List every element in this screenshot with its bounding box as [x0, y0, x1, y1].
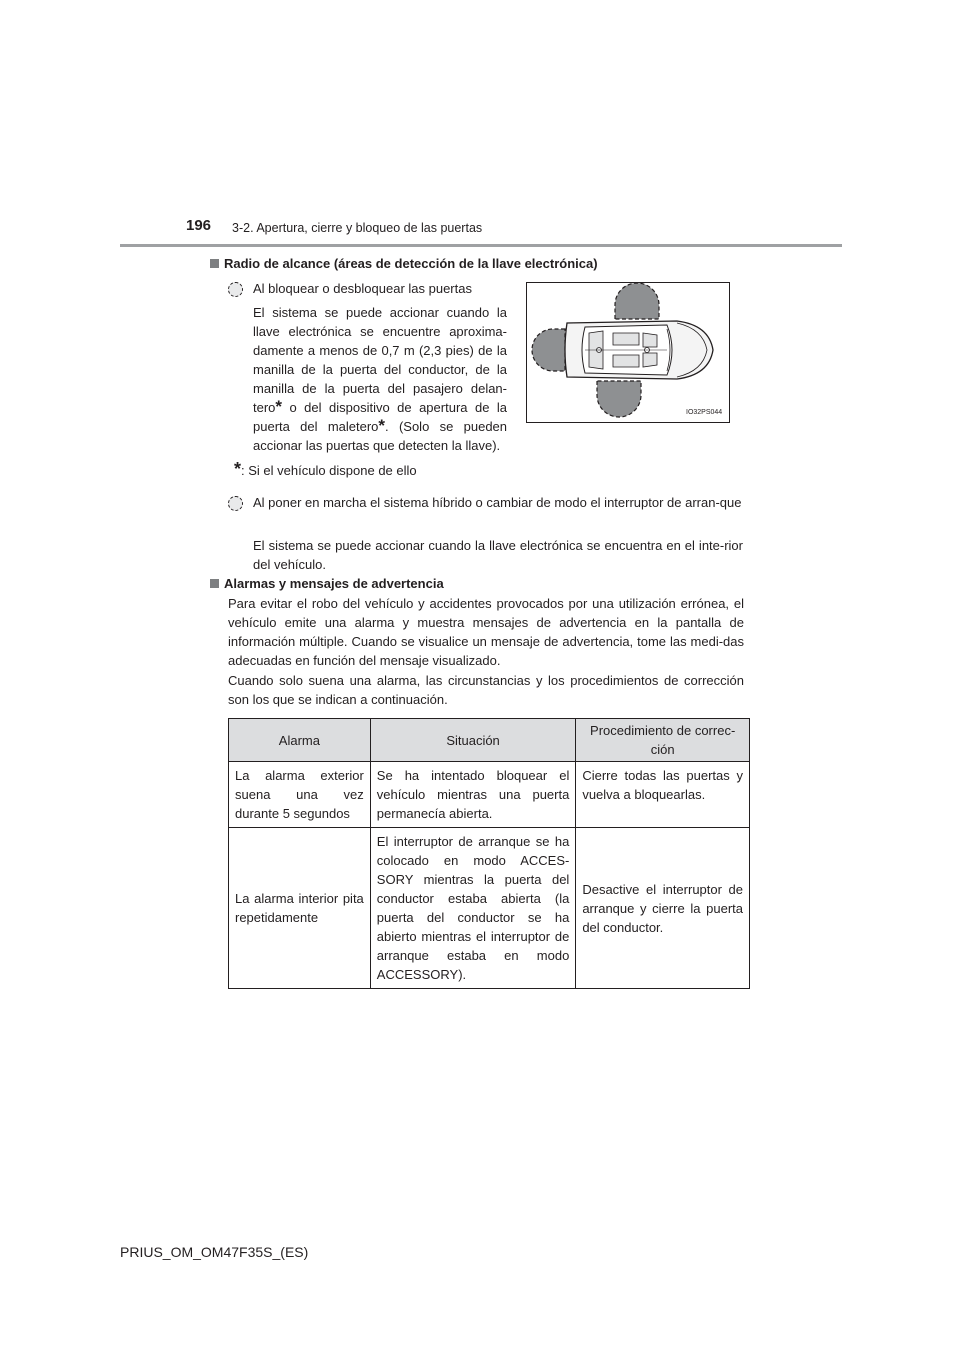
- square-bullet-icon: [210, 259, 219, 268]
- footnote-text: : Si el vehículo dispone de ello: [241, 463, 417, 478]
- item-body-start: El sistema se puede accionar cuando la llave electrónica se encuentra en el inte-rior del vehículo.: [253, 538, 743, 572]
- table-cell: Desactive el interruptor de arranque y cierre la puerta del conductor.: [576, 828, 750, 989]
- table-row: [229, 828, 750, 989]
- table-cell: El interruptor de arranque se ha colocado en modo ACCES-SORY mientras la puerta del conductor estaba abierta (la puerta del conductor se ha abierto mientras el interruptor de arranque estaba en modo ACCESSORY).: [370, 828, 576, 989]
- item-heading-start: Al poner en marcha el sistema híbrido o cambiar de modo el interruptor de arran-que: [253, 495, 742, 510]
- header-divider: [120, 244, 842, 247]
- footnote-asterisk: *: [234, 459, 242, 479]
- table-cell: La alarma exterior suena una vez durante 5 segundos: [229, 762, 371, 828]
- section-title: Radio de alcance (áreas de detección de la llave electrónica): [224, 256, 598, 271]
- table-cell: La alarma interior pita repetidamente: [229, 828, 371, 989]
- chapter-title: 3-2. Apertura, cierre y bloqueo de las puertas: [232, 221, 483, 235]
- detection-range-figure: [526, 282, 730, 423]
- item-body-lock: [253, 303, 507, 455]
- table-row: [229, 762, 750, 828]
- column-header: Situación: [370, 719, 576, 762]
- item-heading-lock: Al bloquear o desbloquear las puertas: [253, 281, 472, 296]
- figure-code: IO32PS044: [686, 409, 723, 416]
- document-code: PRIUS_OM_OM47F35S_(ES): [120, 1244, 309, 1260]
- column-header: Alarma: [229, 719, 371, 762]
- alarm-table: [228, 718, 750, 989]
- footnote: [234, 460, 534, 480]
- alarms-paragraph-2: Cuando solo suena una alarma, las circunstancias y los procedimientos de corrección son los que se indican a continuación.: [228, 673, 744, 707]
- page-number: 196: [186, 217, 212, 234]
- column-header: Procedimiento de correc-ción: [576, 719, 750, 762]
- dashed-circle-icon: [228, 282, 243, 297]
- detection-area-driver-door: [597, 381, 641, 417]
- body-text: El sistema se puede accionar cuando la llave electrónica se encuentre aproxima-damente a menos de 0,7 m (2,3 pies) de la manilla de la puerta del conductor, de la manilla de la puerta del pasajero delan-tero: [253, 305, 507, 415]
- car-top-view-illustration: [527, 283, 729, 422]
- detection-area-front-door: [615, 283, 659, 319]
- section-title: Alarmas y mensajes de advertencia: [224, 576, 444, 591]
- asterisk-mark: *: [378, 416, 386, 435]
- detection-area-trunk: [532, 329, 565, 371]
- square-bullet-icon: [210, 579, 219, 588]
- section-heading-alarms: [210, 576, 444, 591]
- body-text: . (Solo se pueden accionar las puertas que detecten la llave).: [253, 419, 508, 453]
- table-cell: Se ha intentado bloquear el vehículo mientras una puerta permanecía abierta.: [370, 762, 576, 828]
- body-text: o del dispositivo de apertura de la puerta del maletero: [253, 400, 507, 434]
- alarms-paragraph-1: Para evitar el robo del vehículo y accidentes provocados por una utilización errónea, el vehículo emite una alarma y muestra mensajes de advertencia en la pantalla de información múltiple. Cuando se visualice un mensaje de advertencia, tome las medi-das adecuadas en función del mensaje visualizado.: [228, 596, 744, 668]
- asterisk-mark: *: [275, 397, 283, 416]
- dashed-circle-icon: [228, 496, 243, 511]
- table-header-row: [229, 719, 750, 762]
- table-cell: Cierre todas las puertas y vuelva a bloquearlas.: [576, 762, 750, 828]
- section-heading-range: [210, 256, 598, 271]
